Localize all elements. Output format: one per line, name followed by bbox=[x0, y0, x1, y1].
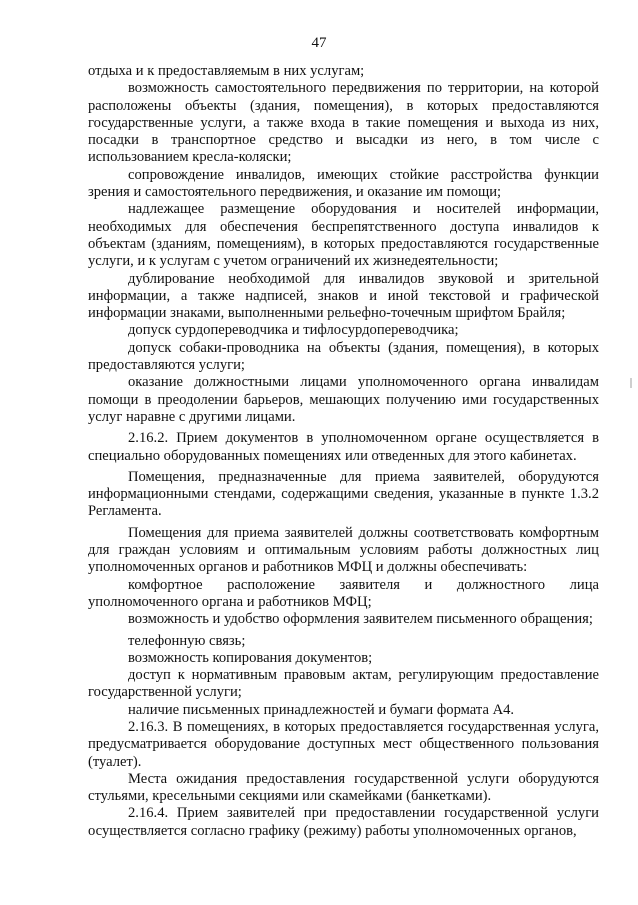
paragraph: возможность самостоятельного передвижения по территории, на которой расположены объекты (здания, помещения), в которых предоставляются государственные услуги, а также входа в такие помещения и выхода из них, посадки в транспортное средство и высадки из него, в том числе с использованием кресла-коляски; bbox=[88, 80, 599, 166]
page-number: 47 bbox=[311, 35, 327, 51]
scan-artifact bbox=[630, 378, 632, 388]
paragraph: 2.16.3. В помещениях, в которых предоставляется государственная услуга, предусматривается оборудование доступных мест общественного пользования (туалет). bbox=[88, 718, 599, 770]
paragraph: отдыха и к предоставляемым в них услугам; bbox=[88, 63, 365, 79]
paragraph: Помещения для приема заявителей должны соответствовать комфортным для граждан условиям и оптимальным условиям работы должностных лиц уполномоченных органов и работников МФЦ и должны обеспечивать: bbox=[88, 524, 599, 576]
paragraph: дублирование необходимой для инвалидов звуковой и зрительной информации, а также надписей, знаков и иной текстовой и графической информации знаками, выполненными рельефно-точечным шрифтом Брайля; bbox=[88, 270, 599, 322]
paragraph: надлежащее размещение оборудования и носителей информации, необходимых для обеспечения беспрепятственного доступа инвалидов к объектам (зданиям, помещениям), в которых предоставляются государственные услуги, и к услугам с учетом ограничений их жизнедеятельности; bbox=[88, 201, 599, 270]
paragraph: доступ к нормативным правовым актам, регулирующим предоставление государственной услуги; bbox=[88, 667, 599, 701]
document-body bbox=[88, 63, 599, 840]
paragraph: 2.16.2. Прием документов в уполномоченном органе осуществляется в специально оборудованных помещениях или отведенных для этого кабинетах. bbox=[88, 430, 599, 464]
paragraph: 2.16.4. Прием заявителей при предоставлении государственной услуги осуществляется согласно графику (режиму) работы уполномоченных органов, bbox=[88, 805, 599, 839]
paragraph: сопровождение инвалидов, имеющих стойкие расстройства функции зрения и самостоятельного передвижения, и оказание им помощи; bbox=[88, 166, 599, 201]
paragraph: допуск собаки-проводника на объекты (здания, помещения), в которых предоставляются услуги; bbox=[88, 339, 599, 374]
paragraph: Места ожидания предоставления государственной услуги оборудуются стульями, кресельными секциями или скамейками (банкетками). bbox=[88, 770, 599, 805]
paragraph: комфортное расположение заявителя и должностного лица уполномоченного органа и работников МФЦ; bbox=[88, 576, 599, 610]
paragraph: допуск сурдопереводчика и тифлосурдопереводчика; bbox=[128, 322, 459, 339]
paragraph: возможность копирования документов; bbox=[128, 649, 373, 666]
paragraph: Помещения, предназначенные для приема заявителей, оборудуются информационными стендами, содержащими сведения, указанные в пункте 1.3.2 Регламента. bbox=[88, 468, 599, 520]
paragraph: телефонную связь; bbox=[128, 632, 246, 649]
paragraph: оказание должностными лицами уполномоченного органа инвалидам помощи в преодолении барьеров, мешающих получению ими государственных услуг наравне с другими лицами. bbox=[88, 374, 599, 425]
paragraph: возможность и удобство оформления заявителем письменного обращения; bbox=[128, 611, 593, 628]
paragraph: наличие письменных принадлежностей и бумаги формата А4. bbox=[128, 701, 515, 718]
